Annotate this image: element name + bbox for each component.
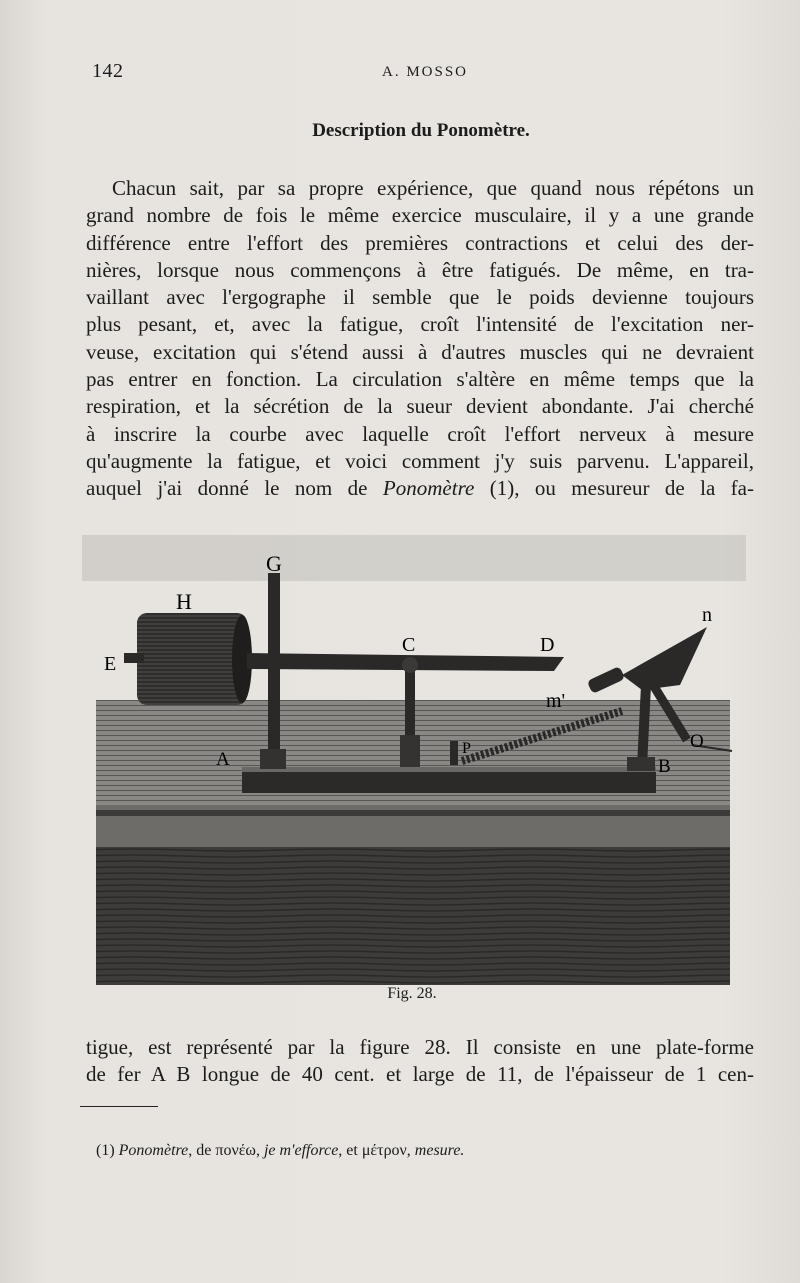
page-number: 142 [92,60,124,82]
footnote-term: Ponomètre [118,1142,189,1159]
text-line: Chacun sait, par sa propre expérience, que quand nous répétons un [112,176,754,200]
label-a: A [216,749,230,770]
running-head: A. MOSSO [382,64,469,80]
text-line: plus pesant, et, avec la fatigue, croît l'intensité de l'excitation ner- [86,312,754,337]
label-g: G [266,551,282,576]
line-segment: (1), ou mesureur de la fa- [474,476,754,501]
footnote-greek: μέτρον [361,1142,407,1159]
footnote-marker: (1) [96,1142,115,1159]
label-b: B [658,756,671,777]
section-title: Description du Ponomètre. [312,120,530,141]
text-line: vaillant avec l'ergographe il semble que le poids devienne toujours [86,285,754,310]
text-line: respiration, et la sécrétion de la sueur devient abondante. J'ai cherché [86,394,754,419]
finger-holder-m [587,666,626,694]
page-header [92,60,752,90]
ponometer-illustration [82,535,746,985]
figure-ponometer [82,535,746,985]
label-p: P [462,740,471,757]
footnote-rule [80,1106,158,1107]
label-n: n [702,604,712,626]
handle-n [622,627,707,690]
weight-cylinder-h [137,613,247,705]
text-line: nières, lorsque nous commençons à être fatigués. De même, en tra- [86,257,754,282]
footnote-text: , [255,1142,264,1159]
paragraph-1 [86,175,754,503]
label-e: E [104,653,117,675]
footnote-text: , [406,1142,415,1159]
footnote-greek: πονέω [215,1142,256,1159]
text-line: différence entre l'effort des premières contractions et celui des der- [86,230,754,255]
text-line: qu'augmente la fatigue, et voici comment j'y suis parvenu. L'appareil, [86,448,754,473]
line-segment: auquel j'ai donné le nom de [86,476,383,501]
text-line: pas entrer en fonction. La circulation s'altère en même temps que la [86,367,754,392]
table-front [96,847,730,985]
italic-term: Ponomètre [382,476,475,501]
paragraph-2 [86,1034,754,1089]
footnote-gloss: mesure. [414,1142,465,1159]
label-c: C [402,634,416,656]
footnote-gloss: je m'efforce [263,1142,339,1159]
text-line: de fer A B longue de 40 cent. et large de 11, de l'épaisseur de 1 cen- [86,1062,754,1087]
figure-caption: Fig. 28. [387,985,437,1002]
text-line: à inscrire la courbe avec laquelle croît l'effort nerveux à mesure [86,421,754,446]
text-line [86,475,754,502]
label-o: O [690,731,704,752]
footnote-text: , de [188,1142,216,1159]
label-h: H [176,589,192,614]
text-line: tigue, est représenté par la figure 28. Il consiste en une plate-forme [86,1035,754,1059]
label-m: m' [546,690,566,712]
footnote [96,1142,736,1160]
text-line: veuse, excitation qui s'étend aussi à d'autres muscles qui ne devraient [86,339,754,364]
label-d: D [540,634,555,656]
footnote-text: , et [338,1142,362,1159]
text-line: grand nombre de fois le même exercice musculaire, il y a une grande [86,203,754,228]
